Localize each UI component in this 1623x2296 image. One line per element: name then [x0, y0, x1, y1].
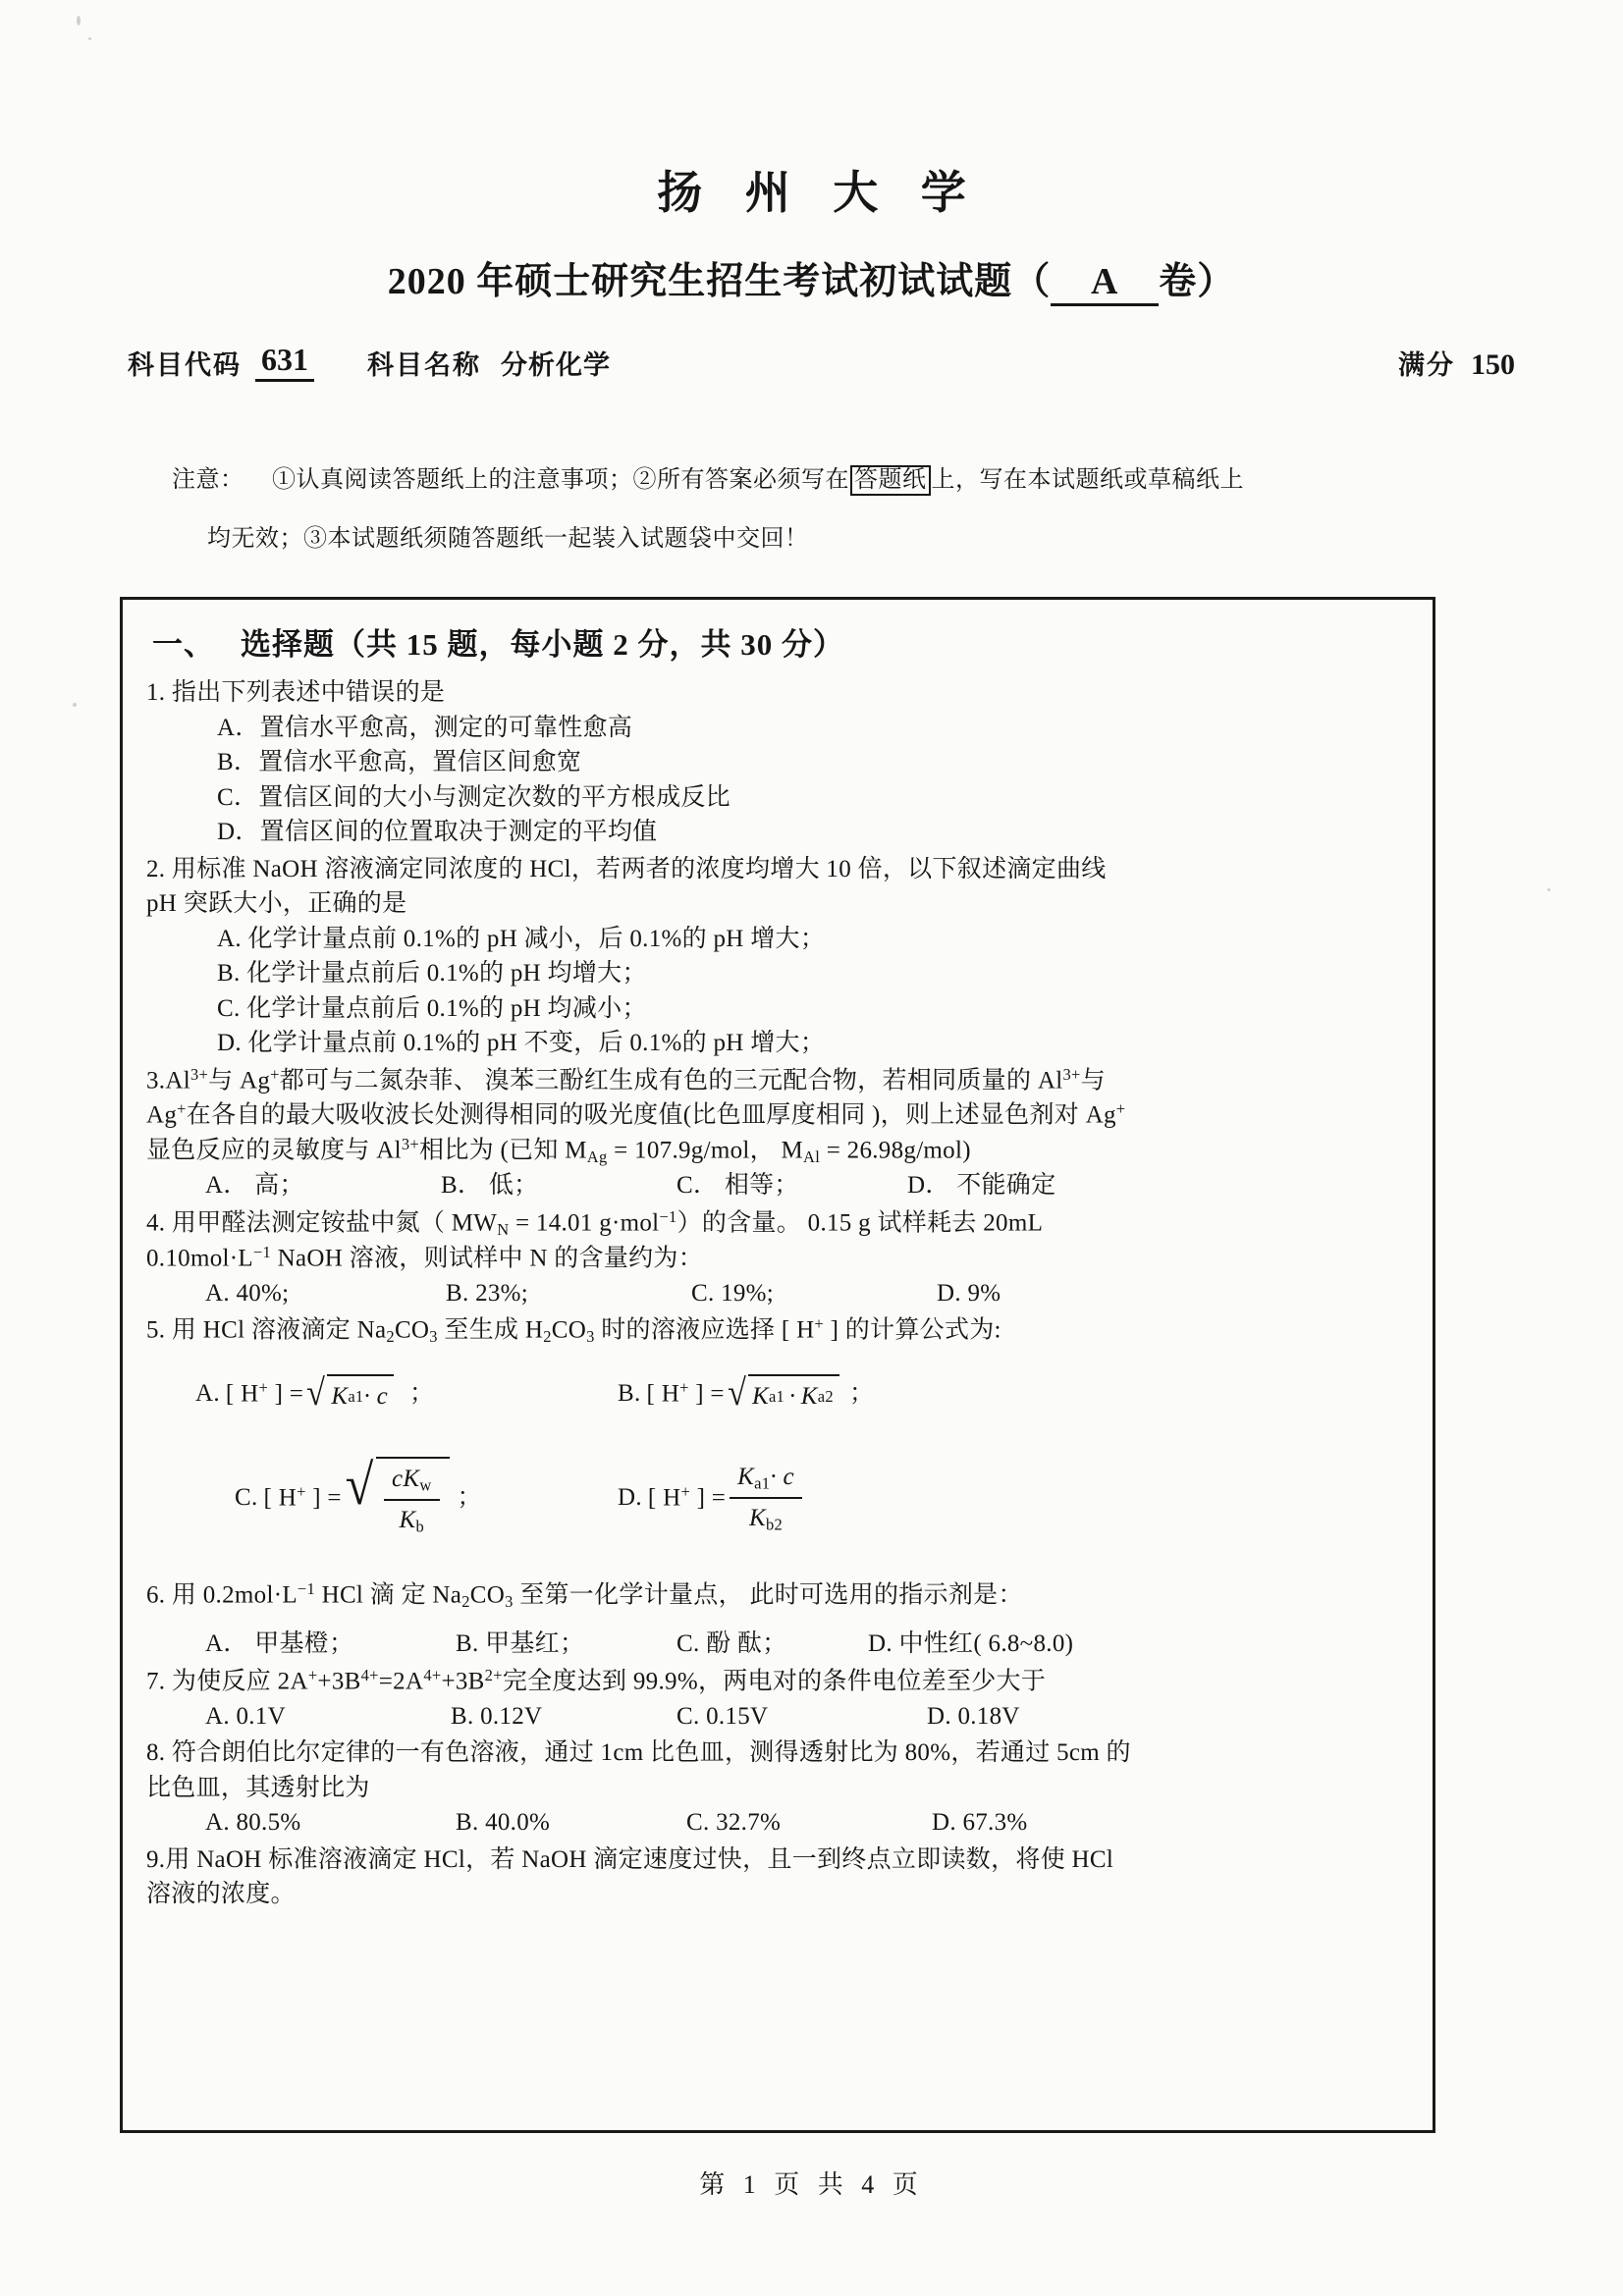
q5-b-k1-sub: a1	[768, 1386, 785, 1406]
q5-a-sqrt	[305, 1371, 394, 1415]
section-number: 一、	[152, 627, 215, 662]
footer-prefix: 第	[699, 2170, 731, 2199]
page-footer	[0, 2164, 1623, 2201]
q7-option-c: C. 0.15V	[676, 1702, 769, 1730]
q3-t6: 显色反应的灵敏度与 Al	[146, 1137, 402, 1164]
q5-c-num-c: c	[391, 1466, 404, 1493]
sqrt-icon: √	[345, 1453, 374, 1518]
q2-option-c: C. 化学计量点前后 0.1%的 pH 均减小；	[217, 994, 647, 1022]
q5-b-tail: ；	[848, 1380, 875, 1408]
q4-t4: 0.10mol·L	[146, 1245, 253, 1272]
q3-option-b: B． 低；	[441, 1172, 539, 1200]
q4-t5: NaOH 溶液，则试样中 N 的含量约为：	[271, 1245, 704, 1272]
q3-t3: 都可与二氮杂菲、 溴苯三酚红生成有色的三元配合物，若相同质量的 Al	[279, 1066, 1063, 1094]
q8-stem-line1: 8. 符合朗伯比尔定律的一有色溶液，通过 1cm 比色皿，测得透射比为 80%，若通过 5cm 的	[146, 1739, 1131, 1767]
q5-d-numerator	[730, 1460, 802, 1497]
q4-t3: ）的含量。 0.15 g 试样耗去 20mL	[676, 1209, 1044, 1237]
q4-stem-line1	[146, 1205, 1409, 1241]
footer-suffix: 页	[892, 2170, 924, 2199]
exam-meta-row	[128, 342, 1515, 382]
q5-c-lhs	[264, 1480, 342, 1516]
q7-t5: 完全度达到 99.9%，两电对的条件电位差至少大于	[502, 1668, 1047, 1695]
question-5	[146, 1312, 1409, 1538]
q1-option-b: B．置信水平愈高，置信区间愈宽	[217, 749, 582, 775]
footer-page-number: 1	[742, 2170, 762, 2199]
footer-total-pages: 4	[861, 2170, 881, 2199]
q5-d-num-k: K	[737, 1463, 755, 1490]
notice-boxed-answer-sheet: 答题纸	[850, 465, 931, 496]
notice-line1-part2: 上，写在本试题纸或草稿纸上	[931, 467, 1244, 493]
q4-t1: 4. 用甲醛法测定铵盐中氮（ MW	[146, 1209, 498, 1237]
q5-b-k2: K	[800, 1382, 818, 1410]
q7-t4: +3B	[441, 1668, 485, 1695]
section-title: 选择题（共 15 题，每小题 2 分，共 30 分）	[241, 627, 844, 662]
q5-d-lhs-sup: +	[680, 1481, 691, 1501]
q4-sub-n: N	[497, 1219, 510, 1239]
q5-b-lhs-eq: ] =	[688, 1380, 725, 1408]
q9-stem-line1: 9.用 NaOH 标准溶液滴定 HCl，若 NaOH 滴定速度过快，且一到终点立即读数，将使 HCl	[146, 1845, 1114, 1873]
q7-option-b: B. 0.12V	[451, 1702, 543, 1730]
q1-option-c: C．置信区间的大小与测定次数的平方根成反比	[217, 783, 730, 811]
q4-options-row	[205, 1276, 1409, 1311]
q8-stem-line2: 比色皿，其透射比为	[146, 1774, 370, 1801]
q2-stem-line2: pH 突跃大小，正确的是	[146, 890, 407, 917]
q7-options-row	[205, 1699, 1409, 1735]
q5-t4: CO	[551, 1316, 587, 1344]
q3-sub-ag: Ag	[586, 1147, 608, 1166]
scan-speck	[1547, 888, 1550, 891]
q5-b-lhs-sup: +	[679, 1377, 689, 1397]
question-2	[146, 852, 1409, 1061]
q2-stem-line1: 2. 用标准 NaOH 溶液滴定同浓度的 HCl，若两者的浓度均增大 10 倍，以下叙述滴定曲线	[146, 855, 1107, 882]
q5-option-a	[195, 1371, 618, 1415]
q5-b-radicand	[748, 1374, 839, 1415]
q3-option-a: A． 高；	[205, 1172, 304, 1200]
questions-frame	[120, 597, 1435, 2133]
q6-sup: −1	[297, 1579, 316, 1599]
q8-option-d: D. 67.3%	[932, 1809, 1028, 1837]
subject-name-label: 科目名称	[367, 350, 481, 380]
q6-option-a: A． 甲基橙；	[205, 1630, 354, 1658]
q8-option-a: A. 80.5%	[205, 1809, 301, 1837]
q6-option-d: D. 中性红( 6.8~8.0)	[868, 1630, 1074, 1658]
q5-d-fraction	[730, 1460, 802, 1536]
q4-option-b: B. 23%;	[446, 1279, 529, 1307]
q5-t3: 至生成 H	[437, 1316, 544, 1344]
q3-t8: = 107.9g/mol， M	[607, 1137, 804, 1164]
q5-option-d	[618, 1457, 1040, 1538]
q5-c-lhs-t: [ H	[263, 1484, 298, 1511]
sqrt-icon: √	[306, 1371, 326, 1414]
q5-a-tail: ；	[409, 1380, 435, 1408]
q3-t2: 与 Ag	[208, 1066, 271, 1094]
q4-option-d: D. 9%	[937, 1279, 1001, 1307]
question-6	[146, 1577, 1409, 1662]
q3-option-c: C． 相等；	[676, 1172, 799, 1200]
q3-t5: 在各自的最大吸收波长处测得相同的吸光度值(比色皿厚度相同 )，则上述显色剂对 Ag	[186, 1101, 1116, 1129]
q5-t2: CO	[394, 1316, 430, 1344]
question-7	[146, 1664, 1409, 1734]
q8-option-b: B. 40.0%	[456, 1809, 551, 1837]
q5-a-lhs-eq: ] =	[268, 1380, 304, 1408]
q5-a-lhs-t: [ H	[225, 1380, 259, 1408]
q3-t1: 3.Al	[146, 1066, 190, 1094]
question-4	[146, 1205, 1409, 1311]
full-marks-value: 150	[1471, 348, 1515, 381]
q5-a-lhs	[226, 1376, 303, 1412]
q6-option-c: C. 酚 酞；	[676, 1630, 787, 1658]
q5-c-denominator	[391, 1501, 432, 1538]
q5-c-label: C.	[235, 1483, 258, 1511]
paper-letter-blank: A	[1051, 260, 1159, 306]
q6-options-row	[205, 1627, 1409, 1662]
q3-stem-line3: 显色反应的灵敏度与 $Al^{3+}$相比为 (已知 $M_{Ag} = 107.9g/mol$， $M_{Al} = 26.98g/mol$)	[146, 1135, 971, 1166]
q2-option-b: B. 化学计量点前后 0.1%的 pH 均增大；	[217, 960, 647, 987]
q1-option-d: D．置信区间的位置取决于测定的平均值	[217, 819, 658, 845]
q5-a-radicand	[327, 1374, 394, 1415]
q2-option-a: A. 化学计量点前 0.1%的 pH 减小，后 0.1%的 pH 增大；	[217, 925, 826, 952]
q5-t6: ] 的计算公式为:	[824, 1316, 1001, 1344]
q2-option-d: D. 化学计量点前 0.1%的 pH 不变，后 0.1%的 pH 增大；	[217, 1030, 826, 1056]
subject-code-value: 631	[255, 342, 314, 382]
q5-c-num-k: K	[403, 1466, 420, 1493]
q5-d-lhs	[648, 1480, 726, 1516]
q5-stem: 5. 用 HCl 溶液滴定 $Na_2CO_3$ 至生成 $H_2CO_3$ 时的溶液应选择 [ H+ ] 的计算公式为:	[146, 1314, 1001, 1347]
section-heading	[152, 619, 1409, 664]
q5-d-den-k: K	[748, 1504, 766, 1531]
q7-stem	[146, 1664, 1409, 1699]
q6-t2: HCl 滴 定 Na	[315, 1581, 462, 1609]
q7-sup2: 4+	[360, 1665, 379, 1684]
q5-c-fraction	[384, 1462, 440, 1538]
q5-a-rest: · c	[363, 1382, 388, 1410]
subject-name-value: 分析化学	[501, 350, 611, 380]
q9-stem-line2: 溶液的浓度。	[146, 1881, 296, 1908]
q6-t3: CO	[469, 1581, 506, 1609]
q6-stem: 6. 用 $0.2mol\cdot L^{-1}$ HCl 滴 定 $Na_2CO_3$ 至第一化学计量点， 此时可选用的指示剂是：	[146, 1579, 1023, 1612]
q6-option-b: B. 甲基红；	[456, 1630, 585, 1658]
q5-c-lhs-sup: +	[297, 1481, 306, 1501]
q5-b-k2-sub: a2	[817, 1386, 834, 1406]
subject-code-label: 科目代码	[128, 350, 242, 380]
q3-options-row	[205, 1168, 1409, 1203]
footer-middle: 页 共	[774, 2170, 849, 2199]
q5-b-lhs	[647, 1376, 725, 1412]
q3-t7: 相比为 (已知 M	[419, 1137, 587, 1164]
q5-d-num-rest: · c	[770, 1463, 794, 1490]
q5-d-label: D.	[618, 1483, 642, 1511]
q5-a-k: K	[331, 1382, 349, 1410]
q5-t1: 5. 用 HCl 溶液滴定 Na	[146, 1316, 387, 1344]
q7-option-d: D. 0.18V	[927, 1702, 1020, 1730]
q5-a-label: A.	[195, 1380, 220, 1408]
full-marks-label: 满分	[1398, 350, 1455, 380]
q5-b-label: B.	[618, 1380, 641, 1408]
q4-sup-2: −1	[252, 1243, 272, 1262]
q8-option-c: C. 32.7%	[686, 1809, 782, 1837]
q5-c-den-k: K	[399, 1507, 416, 1534]
q8-options-row	[205, 1805, 1409, 1841]
q1-option-a: A．置信水平愈高，测定的可靠性愈高	[217, 714, 633, 741]
q3-stem-line1: $3.Al^{3+}$与 Ag+都可与二氮杂菲、 溴苯三酚红生成有色的三元配合物，若相同质量的 $Al^{3+}$与	[146, 1064, 1106, 1094]
q1-stem: 1. 指出下列表述中错误的是	[146, 679, 446, 706]
notice-label: 注意：	[172, 467, 244, 493]
scan-speck	[73, 703, 77, 707]
q5-t5: 时的溶液应选择 [ H	[594, 1316, 815, 1344]
q5-option-b	[618, 1371, 1040, 1415]
q5-d-num-sub: a1	[754, 1473, 771, 1493]
q5-c-tail: ；	[457, 1483, 482, 1511]
q7-option-a: A. 0.1V	[205, 1702, 286, 1730]
question-9	[146, 1842, 1409, 1912]
q3-stem-line2: Ag+在各自的最大吸收波长处测得相同的吸光度值(比色皿厚度相同 )，则上述显色剂对 Ag+	[146, 1099, 1126, 1129]
scan-speck	[77, 16, 81, 26]
q6-t4: 至第一化学计量点， 此时可选用的指示剂是：	[513, 1581, 1023, 1609]
q4-option-a: A. 40%;	[205, 1279, 290, 1307]
q5-b-lhs-t: [ H	[646, 1380, 680, 1408]
q7-sup1: +	[307, 1665, 318, 1684]
question-3	[146, 1063, 1409, 1203]
q3-t9: = 26.98g/mol)	[820, 1137, 971, 1164]
university-title: 扬 州 大 学	[657, 168, 982, 218]
q5-c-den-sub: b	[415, 1517, 425, 1536]
q5-a-k-sub: a1	[348, 1386, 364, 1406]
q4-option-c: C. 19%;	[691, 1279, 775, 1307]
q5-a-lhs-sup: +	[258, 1377, 269, 1397]
q5-c-num-sub: w	[419, 1475, 432, 1495]
q3-option-d: D． 不能确定	[907, 1172, 1056, 1200]
exam-title	[0, 250, 1623, 306]
q7-sup3: 4+	[423, 1665, 442, 1684]
question-8	[146, 1735, 1409, 1841]
notice-line2: 均无效；③本试题纸须随答题纸一起装入试题袋中交回！	[207, 526, 809, 553]
q7-t2: +3B	[317, 1668, 361, 1695]
question-1	[146, 675, 1409, 850]
q5-d-denominator	[741, 1499, 790, 1536]
q5-formula-row-cd	[195, 1447, 1409, 1538]
q5-option-c	[195, 1453, 618, 1538]
q7-sup4: 2+	[484, 1665, 503, 1684]
q5-d-den-sub: b2	[765, 1515, 784, 1534]
notice-line1-part1: ①认真阅读答题纸上的注意事项；②所有答案必须写在	[272, 467, 849, 493]
q5-c-sqrt	[344, 1453, 450, 1538]
sqrt-icon: √	[727, 1371, 746, 1414]
q6-t1: 6. 用 0.2mol·L	[146, 1581, 298, 1609]
q5-c-radicand	[376, 1457, 450, 1538]
q5-d-lhs-eq: ] =	[690, 1484, 727, 1511]
q5-d-lhs-t: [ H	[647, 1484, 681, 1511]
scan-speck	[88, 37, 91, 40]
q5-b-dot: ·	[788, 1382, 797, 1410]
q5-c-lhs-eq: ] =	[305, 1484, 342, 1511]
q4-t2: = 14.01 g·mol	[509, 1209, 660, 1237]
q5-formula-row-ab	[195, 1364, 1409, 1415]
q4-sup-1: −1	[659, 1206, 677, 1226]
exam-title-prefix: 2020 年硕士研究生招生考试初试试题（	[387, 261, 1052, 302]
q5-b-sqrt	[727, 1371, 839, 1415]
q4-stem-line2	[146, 1241, 1409, 1276]
q3-sub-al: Al	[803, 1147, 821, 1166]
notice-block	[172, 461, 1525, 559]
q5-c-numerator	[384, 1462, 440, 1499]
q7-t1: 7. 为使反应 2A	[146, 1668, 308, 1695]
q3-t4: 与	[1080, 1066, 1106, 1094]
q7-t3: =2A	[378, 1668, 424, 1695]
exam-title-suffix: 卷）	[1159, 261, 1236, 302]
q5-b-k1: K	[751, 1382, 769, 1410]
